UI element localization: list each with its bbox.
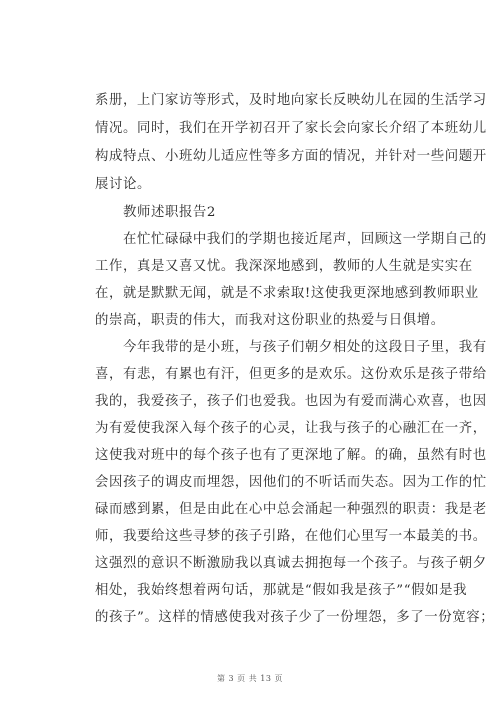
text-line: 会因孩子的调皮而埋怨，因他们的不听话而失态。因为工作的忙	[95, 475, 487, 490]
text-line: 今年我带的是小班，与孩子们朝夕相处的这段日子里，我有	[95, 340, 487, 355]
text-line: 的崇高，职责的伟大，而我对这份职业的热爱与日俱增。	[95, 313, 445, 328]
text-line: 系册，上门家访等形式，及时地向家长反映幼儿在园的生活学习	[95, 93, 487, 108]
text-line: 相处，我始终想着两句话，那就是“假如我是孩子”“假如是我	[95, 583, 468, 598]
text-line: 工作，真是又喜又忧。我深深地感到，教师的人生就是实实在	[95, 259, 473, 274]
text-line: 在，就是默默无闻，就是不求索取!这使我更深地感到教师职业	[95, 286, 479, 301]
text-line: 在忙忙碌碌中我们的学期也接近尾声，回顾这一学期自己的	[95, 232, 487, 247]
text-line: 构成特点、小班幼儿适应性等多方面的情况，并针对一些问题开	[95, 149, 487, 164]
text-line: 喜，有悲，有累也有汗，但更多的是欢乐。这份欢乐是孩子带给	[95, 367, 487, 382]
text-line: 展讨论。	[95, 177, 151, 192]
text-line: 为有爱使我深入每个孩子的心灵，让我与孩子的心融汇在一齐，	[95, 421, 487, 436]
text-line: 情况。同时，我们在开学初召开了家长会向家长介绍了本班幼儿	[95, 121, 487, 136]
page-footer: 第 3 页 共 13 页	[217, 674, 283, 683]
text-line: 的孩子”。这样的情感使我对孩子少了一份埋怨，多了一份宽容；	[95, 610, 495, 625]
text-line: 我的，我爱孩子，孩子们也爱我。也因为有爱而满心欢喜，也因	[95, 394, 487, 409]
section-heading: 教师述职报告2	[95, 205, 217, 220]
text-line: 碌而感到累，但是由此在心中总会涌起一种强烈的职责：我是老	[95, 502, 487, 517]
text-line: 这使我对班中的每个孩子也有了更深地了解。的确，虽然有时也	[95, 448, 487, 463]
text-line: 师，我要给这些寻梦的孩子引路，在他们心里写一本最美的书。	[95, 529, 487, 544]
text-line: 这强烈的意识不断激励我以真诚去拥抱每一个孩子。与孩子朝夕	[95, 556, 487, 571]
